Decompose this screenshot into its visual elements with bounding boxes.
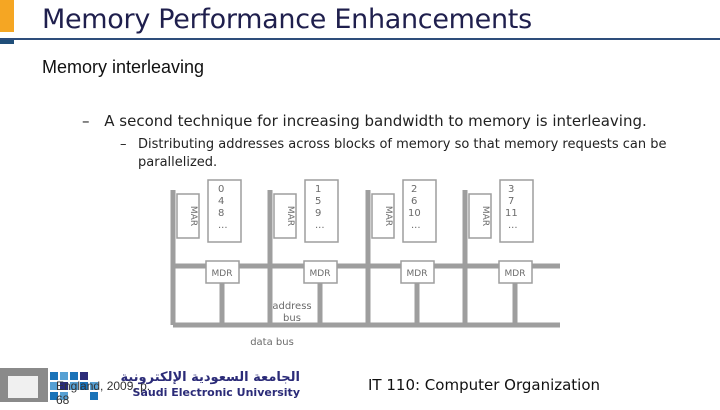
- address-bus-label: bus: [283, 313, 301, 324]
- mar-label: MAR: [188, 205, 198, 227]
- mar-label: MAR: [480, 205, 490, 227]
- university-logo: [0, 362, 305, 405]
- bullet-dash: –: [82, 112, 90, 130]
- bank-address: ...: [508, 220, 518, 231]
- bank-address: ...: [218, 220, 228, 231]
- course-title: IT 110: Computer Organization: [368, 376, 601, 394]
- bank-address: 0: [218, 184, 225, 195]
- bank-address: ...: [411, 220, 421, 231]
- bullet-dash: –: [120, 137, 127, 152]
- interleaving-diagram: [165, 178, 560, 350]
- mar-label: MAR: [383, 205, 393, 227]
- citation-text: England, 2009, p.: [56, 379, 151, 393]
- address-bus-label: address: [272, 301, 312, 312]
- mdr-label: MDR: [504, 269, 526, 279]
- bank-address: 9: [315, 208, 322, 219]
- bank-address: 1: [315, 184, 322, 195]
- bank-address: 10: [408, 208, 421, 219]
- slide-subtitle: Memory interleaving: [42, 57, 205, 77]
- bank-address: 4: [218, 196, 225, 207]
- bank-address: 5: [315, 196, 322, 207]
- mdr-label: MDR: [309, 269, 331, 279]
- mdr-label: MDR: [211, 269, 233, 279]
- logo-english: Saudi Electronic University: [132, 386, 300, 399]
- logo-arabic: الجامعة السعودية الإلكترونية: [120, 370, 300, 385]
- bank-address: ...: [315, 220, 325, 231]
- bullet-level-2: [120, 136, 680, 172]
- bullet-text: Distributing addresses across blocks of memory so that memory requests can be parallelized.: [138, 137, 667, 170]
- bullet-text: A second technique for increasing bandwidth to memory is interleaving.: [104, 112, 647, 130]
- mar-label: MAR: [285, 205, 295, 227]
- corner-mark-top: [0, 0, 14, 32]
- bank-address: 11: [505, 208, 518, 219]
- bank-address: 6: [411, 196, 418, 207]
- title-underline: [0, 38, 720, 40]
- bank-address: 3: [508, 184, 515, 195]
- bank-address: 7: [508, 196, 515, 207]
- bank-address: 2: [411, 184, 418, 195]
- page-number: 68: [56, 393, 70, 407]
- slide-title: Memory Performance Enhancements: [42, 4, 532, 35]
- bullet-level-1: [82, 112, 647, 130]
- data-bus-label: data bus: [250, 337, 294, 348]
- bank-address: 8: [218, 208, 225, 219]
- mdr-label: MDR: [406, 269, 428, 279]
